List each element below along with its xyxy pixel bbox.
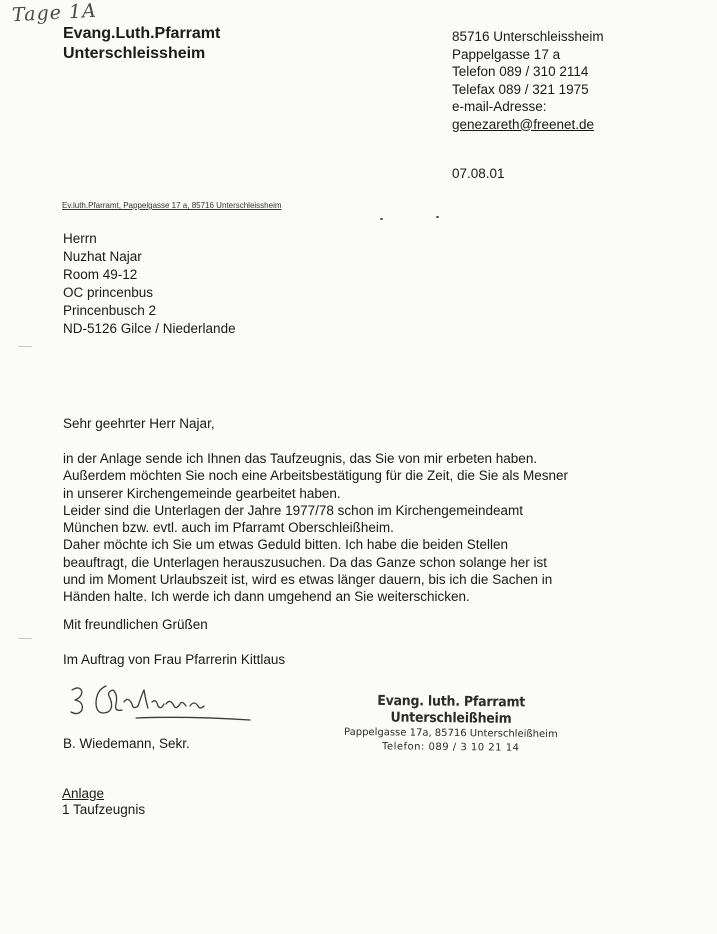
contact-email-label: e-mail-Adresse: [452,99,547,114]
sender-contact-block [452,28,604,133]
recipient-line: ND-5126 Gilce / Niederlande [63,321,236,336]
stamp-line: Telefon: 089 / 3 10 21 14 [381,741,520,754]
signer-name: B. Wiedemann, Sekr. [63,736,190,751]
body-line: beauftragt, die Unterlagen herauszusuchen. Da das Ganze schon solange her ist [63,554,548,570]
salutation: Sehr geehrter Herr Najar, [63,416,215,431]
contact-email-link[interactable]: genezareth@freenet.de [452,116,595,132]
parish-office-stamp [326,693,577,755]
scan-speck [436,216,439,218]
recipient-line: Room 49-12 [63,267,138,282]
handwritten-page-annotation: Tage 1A [11,0,98,27]
stamp-line: Evang. luth. Pfarramt Unterschleißheim [377,691,526,727]
body-line: und im Moment Urlaubszeit ist, wird es etwas länger dauern, bis ich die Sachen in [63,572,553,588]
scan-speck [380,218,383,220]
on-behalf-line: Im Auftrag von Frau Pfarrerin Kittlaus [63,652,286,667]
contact-street: Pappelgasse 17 a [452,46,561,62]
body-line: Händen halte. Ich werde ich dann umgehend an Sie weiterschicken. [63,589,470,605]
sender-org-line2: Unterschleissheim [63,45,206,62]
contact-fax: Telefax 089 / 321 1975 [452,81,589,97]
scan-edge-mark [18,346,32,347]
handwritten-signature [66,676,256,728]
recipient-line: Herrn [63,231,97,246]
body-line: Daher möchte ich Sie um etwas Geduld bitten. Ich habe die beiden Stellen [63,537,509,553]
recipient-line: Princenbusch 2 [63,303,157,318]
sender-org-line1: Evang.Luth.Pfarramt [63,25,221,42]
body-line: in der Anlage sende ich Ihnen das Taufzeugnis, das Sie von mir erbeten haben. [63,451,538,466]
body-line: Leider sind die Unterlagen der Jahre 1977/78 schon im Kirchengemeindeamt [63,502,524,518]
enclosure-title: Anlage [62,786,105,801]
recipient-line: Nuzhat Najar [63,249,142,264]
contact-city: 85716 Unterschleissheim [452,29,604,44]
return-address-line: Ev.luth.Pfarramt, Pappelgasse 17 a, 85716 Unterschleissheim [62,201,282,210]
recipient-line: OC princenbus [63,285,154,300]
recipient-address [63,230,236,338]
body-line: in unserer Kirchengemeinde gearbeitet haben. [63,485,341,501]
letter-body [63,450,663,606]
sender-letterhead [63,24,220,64]
enclosure-item: 1 Taufzeugnis [62,802,146,817]
body-line: München bzw. evtl. auch im Pfarramt Oberschleißheim. [63,520,394,536]
body-line: Außerdem möchten Sie noch eine Arbeitsbestätigung für die Zeit, die Sie als Mesner [63,468,569,484]
contact-phone: Telefon 089 / 310 2114 [452,64,589,79]
scan-edge-mark [18,638,32,639]
closing-phrase: Mit freundlichen Grüßen [63,617,208,632]
letter-date: 07.08.01 [452,166,505,181]
stamp-line: Pappelgasse 17a, 85716 Unterschleißheim [343,726,558,741]
